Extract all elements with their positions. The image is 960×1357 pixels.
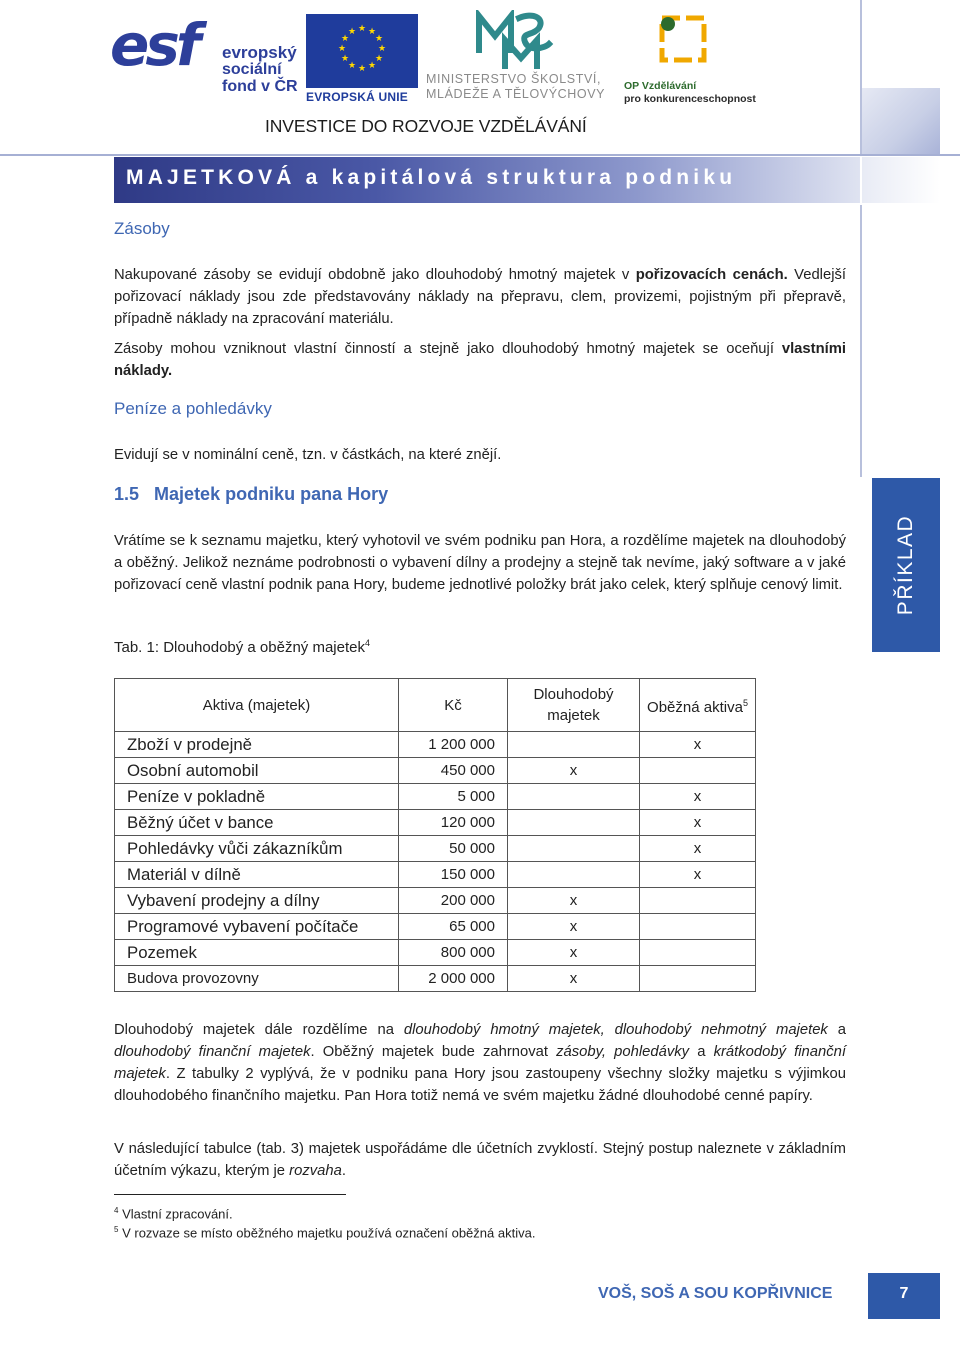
cell-current: x (640, 810, 756, 836)
esf-line: sociální (222, 61, 282, 78)
table-row (115, 758, 756, 784)
svg-text:★: ★ (340, 34, 350, 44)
header-divider (0, 154, 960, 156)
cell-name: Zboží v prodejně (115, 732, 399, 758)
text-run-bold: vlastními náklady. (114, 341, 846, 379)
msmt-logo-text (426, 72, 605, 102)
text-run: Dlouhodobý majetek dále rozdělíme na (114, 1022, 404, 1038)
zasoby-paragraph-1 (114, 264, 846, 330)
cell-value: 120 000 (399, 810, 508, 836)
cell-current: x (640, 784, 756, 810)
cell-value: 450 000 (399, 758, 508, 784)
text-run: a (827, 1022, 847, 1038)
penize-heading: Peníze a pohledávky (114, 399, 272, 418)
cell-name: Programové vybavení počítače (115, 914, 399, 940)
investice-slogan: INVESTICE DO ROZVOJE VZDĚLÁVÁNÍ (265, 116, 587, 136)
text-run-italic: dlouhodobý finanční majetek (114, 1044, 311, 1060)
caption-text: Tab. 1: Dlouhodobý a oběžný majetek (114, 639, 365, 656)
text-run: . Oběžný majetek bude zahrnovat (310, 1044, 557, 1060)
cell-current: x (640, 836, 756, 862)
cell-value: 800 000 (399, 940, 508, 966)
msmt-line: MLÁDEŽE A TĚLOVÝCHOVY (426, 87, 606, 101)
cell-long-term (508, 784, 640, 810)
msmt-line: MINISTERSTVO ŠKOLSTVÍ, (426, 72, 602, 86)
eu-flag-icon (306, 14, 418, 88)
text-run-bold: pořizovacích cenách. (635, 267, 788, 283)
cell-current (640, 966, 756, 992)
text-run: Zásoby mohou vzniknout vlastní činností a stejně jako dlouhodobý hmotný majetek se oceňují (114, 341, 782, 357)
cell-current (640, 888, 756, 914)
svg-text:★: ★ (374, 34, 384, 44)
text-run: a (689, 1044, 714, 1060)
svg-text:★: ★ (357, 64, 367, 74)
cell-current (640, 940, 756, 966)
footnote-ref: 5 (742, 697, 748, 708)
cell-value: 65 000 (399, 914, 508, 940)
footnote-ref: 4 (365, 638, 371, 648)
table-row (115, 732, 756, 758)
penize-paragraph: Evidují se v nominální ceně, tzn. v částkách, na které znějí. (114, 447, 502, 463)
cell-name: Osobní automobil (115, 758, 399, 784)
table-row (115, 810, 756, 836)
cell-long-term: x (508, 966, 640, 992)
footnote (114, 1203, 233, 1222)
cell-name: Peníze v pokladně (115, 784, 399, 810)
cell-value: 150 000 (399, 862, 508, 888)
svg-text:★: ★ (367, 27, 377, 37)
svg-text:★: ★ (374, 54, 384, 64)
footnote-text: Vlastní zpracování. (122, 1206, 233, 1222)
section-heading (114, 484, 388, 505)
table-row (115, 966, 756, 992)
header-assets: Aktiva (majetek) (115, 679, 399, 732)
esf-logo-text (222, 44, 298, 95)
text-run-italic: zásoby, pohledávky (556, 1044, 690, 1060)
svg-text:★: ★ (337, 44, 347, 54)
section-title: Majetek podniku pana Hory (154, 484, 389, 504)
cell-value: 50 000 (399, 836, 508, 862)
hory-paragraph: Vrátíme se k seznamu majetku, který vyhotovil ve svém podniku pan Hora, a rozdělíme majetek na dlouhodobý a oběžný. Jelikož neznáme podrobnosti o vybavení dílny a prodejny a stejně tak nevíme, jaký software a v jaké pořizovací ceně vlastní podnik pana Hory, budeme jednotlivé položky brát jako celek, který splňuje cenový limit. (114, 533, 846, 593)
svg-text:★: ★ (377, 44, 387, 54)
footer-school-name: VOŠ, SOŠ A SOU KOPŘIVNICE (598, 1285, 833, 1302)
table-header-row (115, 679, 756, 732)
cell-name: Materiál v dílně (115, 862, 399, 888)
cell-long-term (508, 862, 640, 888)
cell-long-term (508, 836, 640, 862)
title-bar-fade (862, 157, 940, 203)
cell-long-term: x (508, 914, 640, 940)
text-run-italic: krátkodobý finanční majetek (114, 1044, 846, 1082)
example-label: PŘÍKLAD (894, 514, 917, 616)
op-logo-icon (648, 10, 714, 76)
classification-paragraph (114, 1019, 846, 1107)
esf-logo: esf (110, 11, 198, 79)
text-run: . (341, 1163, 346, 1179)
margin-line (860, 205, 862, 477)
eu-label: EVROPSKÁ UNIE (306, 90, 408, 104)
cell-current: x (640, 732, 756, 758)
table-row (115, 888, 756, 914)
text-run-italic: rozvaha (289, 1163, 342, 1179)
footnote-number: 4 (114, 1206, 119, 1215)
text-run: Vedlejší pořizovací náklady jsou zde představovány náklady na přepravu, clem, provizemi, pojistným při přepravě, případně náklady na zpracování materiálu. (114, 267, 846, 327)
header-current-label: Oběžná aktiva (647, 698, 743, 716)
text-run: Nakupované zásoby se evidují obdobně jako dlouhodobý hmotný majetek v (114, 267, 636, 283)
cell-long-term (508, 732, 640, 758)
footnote-text: V rozvaze se místo oběžného majetku používá označení oběžná aktiva. (122, 1225, 536, 1241)
text-run: V následující tabulce (tab. 3) majetek uspořádáme dle účetních zvyklostí. Stejný postup naleznete v základním účetním výkazu, kterým je (114, 1141, 846, 1179)
msmt-logo-icon (475, 10, 555, 72)
svg-text:★: ★ (347, 61, 357, 71)
next-table-paragraph (114, 1138, 846, 1182)
op-logo-text (624, 80, 756, 106)
example-sidebar-tab (872, 478, 940, 652)
table-row (115, 940, 756, 966)
page-number-box (868, 1273, 940, 1319)
cell-name: Vybavení prodejny a dílny (115, 888, 399, 914)
corner-decoration (862, 88, 940, 154)
header-current (640, 679, 756, 732)
cell-current (640, 914, 756, 940)
cell-value: 200 000 (399, 888, 508, 914)
svg-text:★: ★ (367, 61, 377, 71)
table-row (115, 836, 756, 862)
cell-current (640, 758, 756, 784)
footnote (114, 1222, 535, 1241)
op-line: pro konkurenceschopnost (624, 93, 756, 105)
cell-value: 5 000 (399, 784, 508, 810)
cell-name: Pozemek (115, 940, 399, 966)
cell-long-term: x (508, 888, 640, 914)
cell-name: Budova provozovny (115, 966, 399, 992)
assets-table (114, 678, 756, 992)
table-row (115, 862, 756, 888)
table-row (115, 914, 756, 940)
table-caption (114, 638, 370, 656)
text-run: . Z tabulky 2 vyplývá, že v podniku pana Hory jsou zastoupeny všechny složky majetku s výjimkou dlouhodobého finančního majetku. Pan Hora totiž nemá ve svém majetku žádné dlouhodobé cenné papíry. (114, 1066, 846, 1104)
cell-value: 2 000 000 (399, 966, 508, 992)
cell-long-term (508, 810, 640, 836)
svg-text:★: ★ (347, 27, 357, 37)
header-czk: Kč (399, 679, 508, 732)
footnote-number: 5 (114, 1225, 119, 1234)
esf-line: evropský (222, 43, 297, 62)
table-row (115, 784, 756, 810)
cell-long-term: x (508, 758, 640, 784)
cell-long-term: x (508, 940, 640, 966)
svg-text:★: ★ (340, 54, 350, 64)
footnote-divider (114, 1194, 346, 1195)
zasoby-paragraph-2 (114, 338, 846, 382)
op-line: OP Vzdělávání (624, 80, 697, 92)
text-run-italic: dlouhodobý hmotný majetek, dlouhodobý nehmotný majetek (403, 1022, 828, 1038)
header-long-term: Dlouhodobý majetek (508, 679, 640, 732)
cell-name: Pohledávky vůči zákazníkům (115, 836, 399, 862)
section-number: 1.5 (114, 484, 140, 504)
zasoby-heading: Zásoby (114, 219, 170, 238)
cell-name: Běžný účet v bance (115, 810, 399, 836)
cell-current: x (640, 862, 756, 888)
cell-value: 1 200 000 (399, 732, 508, 758)
svg-text:★: ★ (357, 24, 367, 34)
page-number: 7 (899, 1285, 909, 1302)
chapter-title: MAJETKOVÁ a kapitálová struktura podniku (126, 166, 737, 189)
esf-line: fond v ČR (222, 78, 298, 95)
